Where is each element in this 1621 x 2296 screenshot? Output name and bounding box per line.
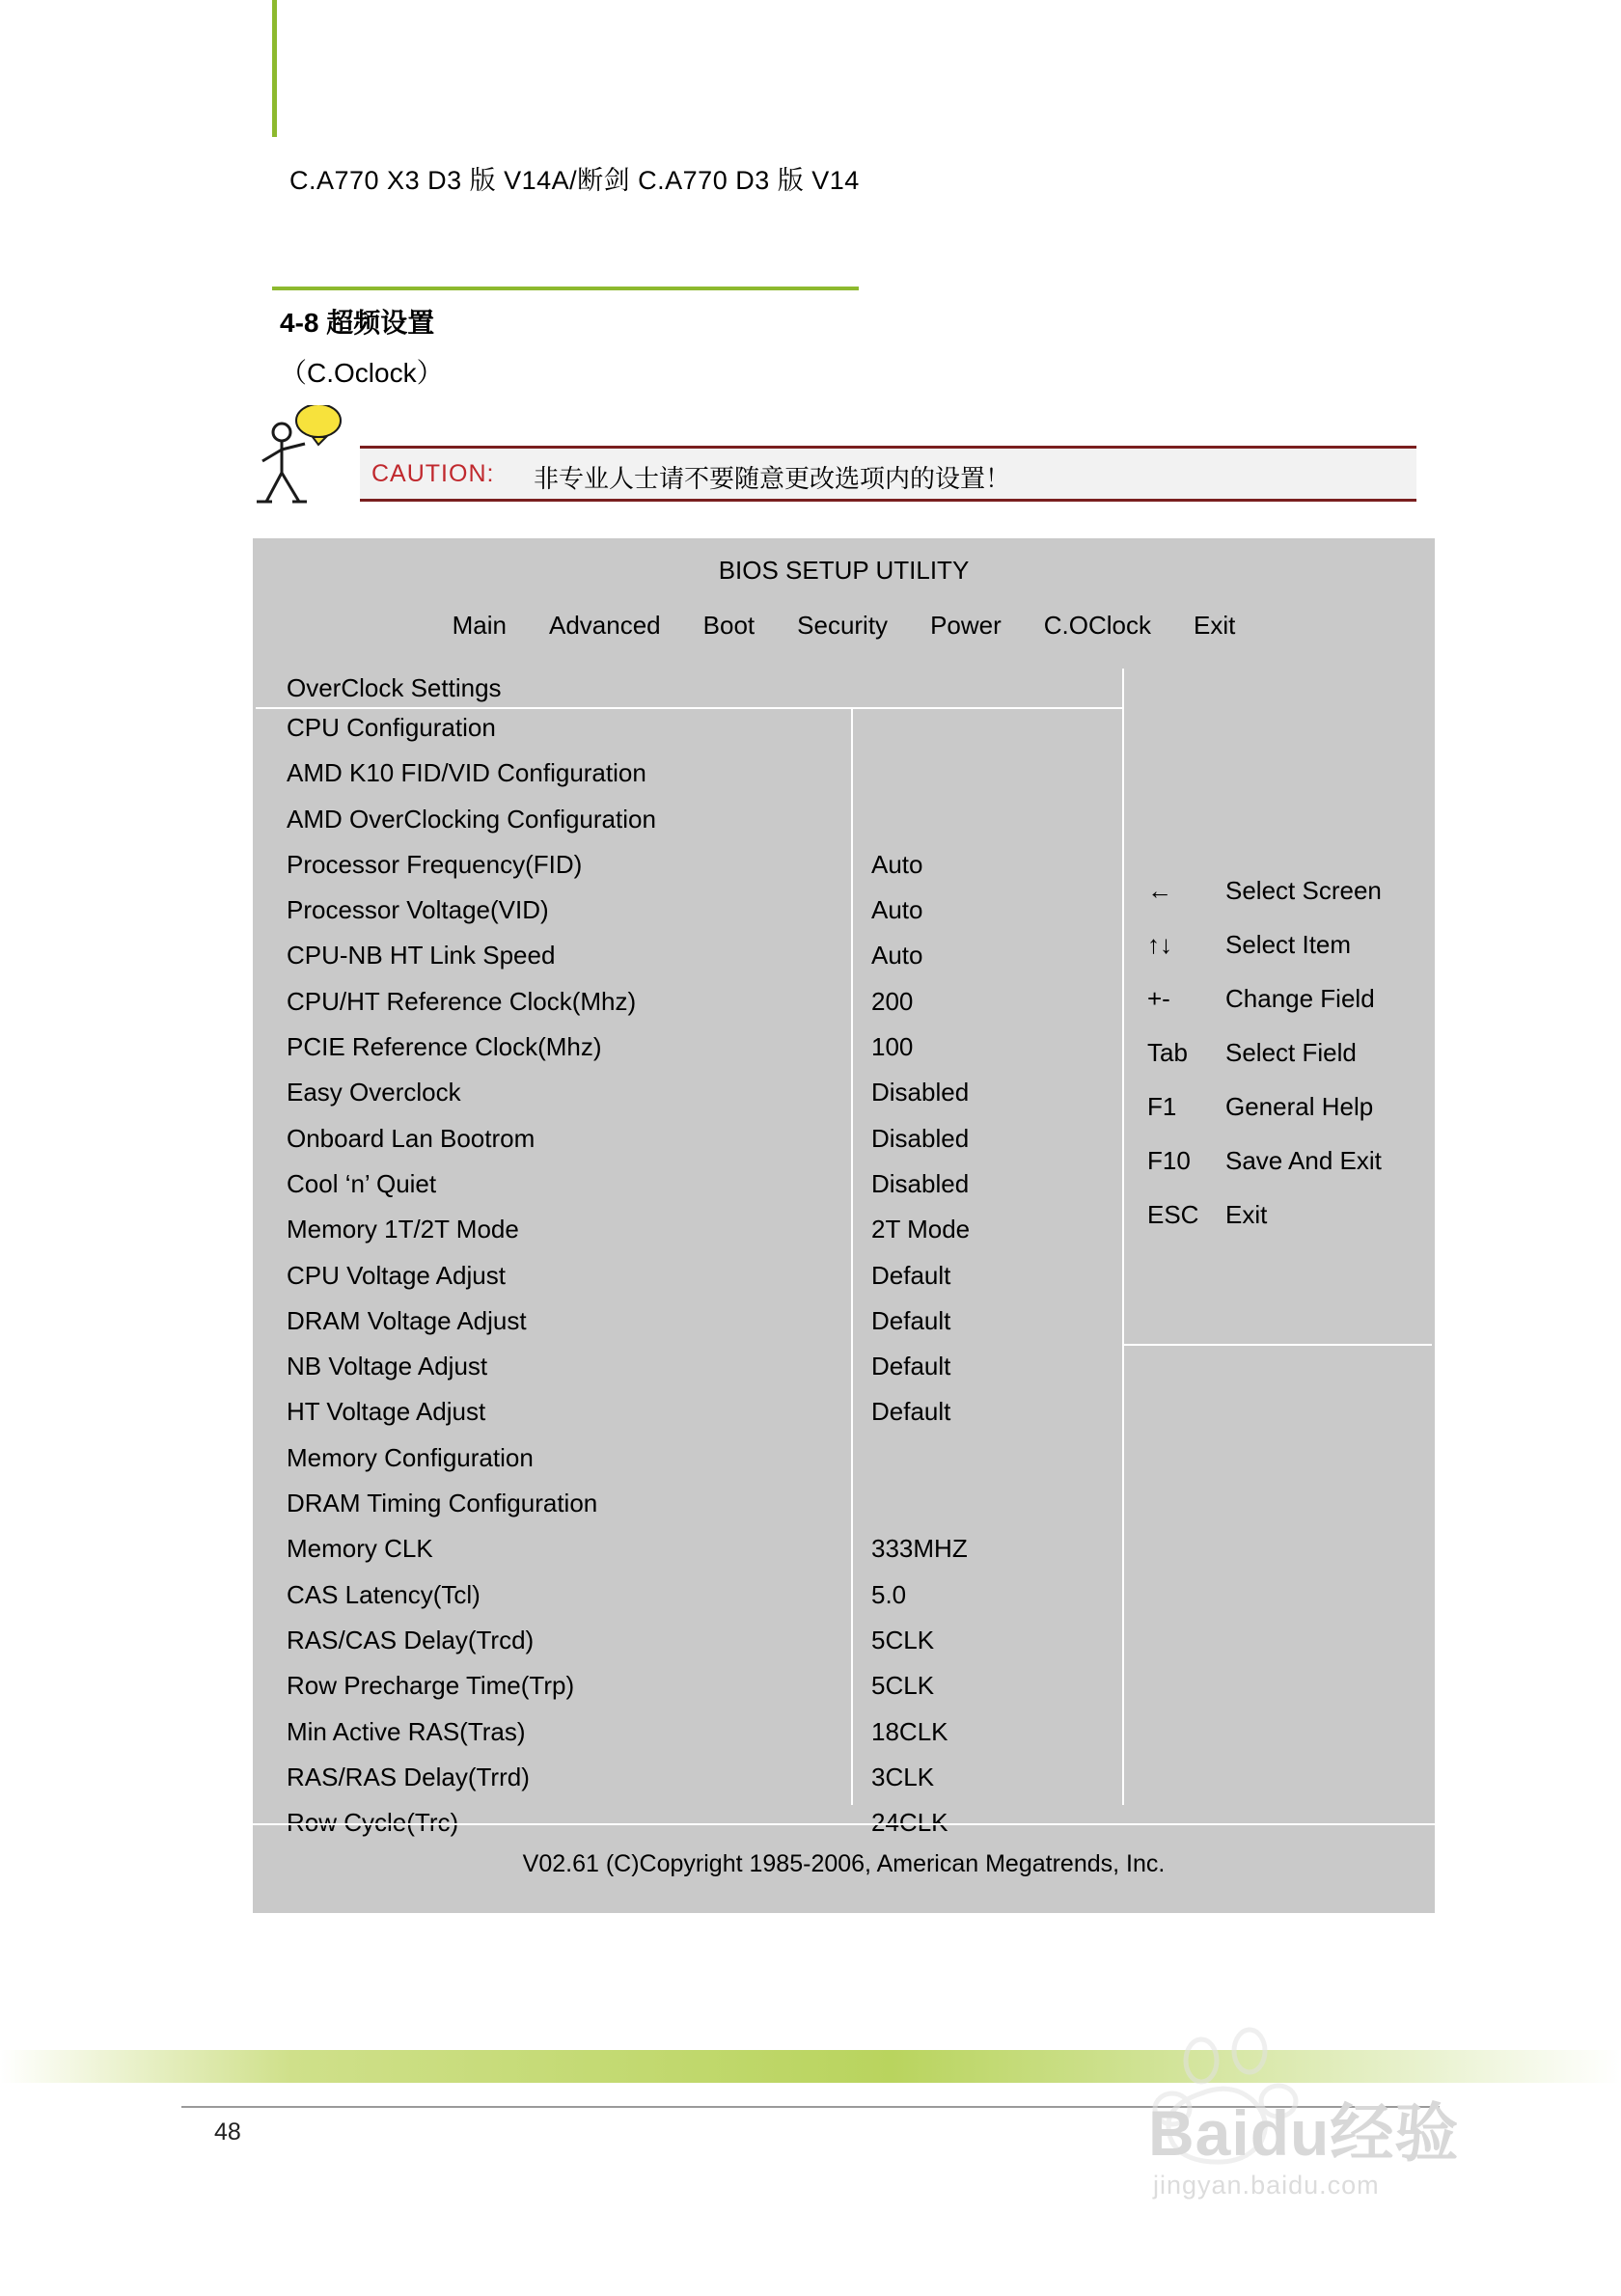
setting-value[interactable]: Default — [871, 1260, 951, 1290]
setting-label: RAS/CAS Delay(Trcd) — [287, 1625, 535, 1654]
tab-security[interactable]: Security — [797, 611, 889, 640]
table-row[interactable] — [256, 1530, 1122, 1575]
setting-value[interactable]: Default — [871, 1352, 951, 1381]
setting-label: CPU-NB HT Link Speed — [287, 941, 556, 970]
setting-value[interactable]: 200 — [871, 986, 914, 1016]
table-row[interactable] — [256, 754, 1122, 800]
legend-item — [1124, 1038, 1432, 1092]
bios-menu-bar[interactable] — [253, 611, 1435, 641]
legend-item — [1124, 1092, 1432, 1146]
caution-text: 非专业人士请不要随意更改选项内的设置！ — [534, 464, 1011, 493]
setting-label: HT Voltage Adjust — [287, 1397, 486, 1427]
setting-label: AMD K10 FID/VID Configuration — [287, 758, 646, 788]
setting-value[interactable]: Auto — [871, 941, 923, 970]
setting-label: Easy Overclock — [287, 1078, 461, 1107]
setting-label: CPU/HT Reference Clock(Mhz) — [287, 986, 637, 1016]
table-row[interactable] — [256, 1667, 1122, 1712]
setting-value[interactable]: Default — [871, 1305, 951, 1335]
setting-label: CAS Latency(Tcl) — [287, 1579, 481, 1609]
legend-key: F10 — [1147, 1146, 1191, 1175]
setting-label: Min Active RAS(Tras) — [287, 1716, 526, 1746]
setting-label: Row Precharge Time(Trp) — [287, 1671, 575, 1701]
setting-label: PCIE Reference Clock(Mhz) — [287, 1032, 602, 1062]
table-row[interactable] — [256, 1576, 1122, 1622]
bios-body — [253, 669, 1435, 1838]
tab-coclock[interactable]: C.OClock — [1043, 611, 1152, 640]
section-divider — [272, 287, 859, 290]
legend-key: ← — [1147, 876, 1172, 905]
table-row[interactable] — [256, 937, 1122, 982]
setting-value[interactable]: Disabled — [871, 1168, 970, 1198]
legend-item — [1124, 1200, 1432, 1254]
setting-label: NB Voltage Adjust — [287, 1352, 488, 1381]
tab-advanced[interactable]: Advanced — [548, 611, 661, 640]
setting-label: Onboard Lan Bootrom — [287, 1123, 536, 1153]
setting-label: Row Cycle(Trc) — [287, 1808, 459, 1838]
table-row[interactable] — [256, 1074, 1122, 1119]
table-row[interactable] — [256, 801, 1122, 846]
setting-label: Memory 1T/2T Mode — [287, 1215, 519, 1244]
setting-value[interactable]: 3CLK — [871, 1762, 935, 1791]
setting-label: Processor Voltage(VID) — [287, 895, 549, 925]
settings-section-heading-label: OverClock Settings — [287, 673, 502, 702]
setting-value[interactable]: Disabled — [871, 1123, 970, 1153]
setting-value[interactable]: Default — [871, 1397, 951, 1427]
setting-value[interactable]: Auto — [871, 849, 923, 879]
settings-section-heading — [256, 669, 1122, 709]
tab-power[interactable]: Power — [930, 611, 1002, 640]
setting-value[interactable]: Disabled — [871, 1078, 970, 1107]
setting-value[interactable]: 18CLK — [871, 1716, 948, 1746]
table-row[interactable] — [256, 846, 1122, 891]
bios-setup-screen — [253, 538, 1435, 1913]
setting-label: RAS/RAS Delay(Trrd) — [287, 1762, 530, 1791]
legend-key: ↑↓ — [1147, 930, 1172, 959]
table-row[interactable] — [256, 1165, 1122, 1211]
settings-rows — [256, 709, 1122, 1849]
setting-value[interactable]: 333MHZ — [871, 1534, 968, 1564]
watermark-text: Baidu经验 — [1148, 2097, 1460, 2169]
caution-label: CAUTION: — [371, 460, 495, 487]
legend-item — [1124, 876, 1432, 930]
table-row[interactable] — [256, 1120, 1122, 1165]
page-number: 48 — [214, 2118, 241, 2146]
table-row[interactable] — [256, 1211, 1122, 1256]
setting-label: DRAM Voltage Adjust — [287, 1305, 527, 1335]
table-row[interactable] — [256, 1759, 1122, 1804]
legend-desc: Select Field — [1225, 1038, 1357, 1067]
table-row[interactable] — [256, 891, 1122, 937]
setting-label: CPU Configuration — [287, 713, 496, 742]
bios-title: BIOS SETUP UTILITY — [718, 556, 970, 585]
setting-value[interactable]: 2T Mode — [871, 1215, 971, 1244]
settings-panel — [256, 669, 1124, 1838]
key-legend — [1124, 876, 1432, 1254]
setting-label: DRAM Timing Configuration — [287, 1489, 598, 1518]
legend-key: Tab — [1147, 1038, 1188, 1067]
setting-label: Memory Configuration — [287, 1442, 534, 1472]
legend-desc: Save And Exit — [1225, 1146, 1382, 1175]
page-header-title: C.A770 X3 D3 版 V14A/断剑 C.A770 D3 版 V14 — [289, 166, 860, 195]
table-row[interactable] — [256, 709, 1122, 754]
legend-key: ESC — [1147, 1200, 1199, 1229]
table-row[interactable] — [256, 1622, 1122, 1667]
section-subtitle: （C.Oclock） — [280, 358, 444, 388]
legend-desc: Select Screen — [1225, 876, 1382, 905]
table-row[interactable] — [256, 983, 1122, 1028]
tab-exit[interactable]: Exit — [1194, 611, 1236, 640]
legend-key: F1 — [1147, 1092, 1177, 1121]
setting-label: AMD OverClocking Configuration — [287, 804, 656, 834]
tab-boot[interactable]: Boot — [702, 611, 756, 640]
setting-label: Processor Frequency(FID) — [287, 849, 583, 879]
setting-value[interactable]: 5CLK — [871, 1671, 935, 1701]
table-row[interactable] — [256, 1485, 1122, 1530]
table-row[interactable] — [256, 1713, 1122, 1759]
mascot-idea-icon — [249, 405, 355, 511]
setting-value[interactable]: 5CLK — [871, 1625, 935, 1654]
watermark-subtext: jingyan.baidu.com — [1153, 2171, 1380, 2200]
table-row[interactable] — [256, 1028, 1122, 1074]
bios-footer — [253, 1823, 1435, 1913]
section-title: 4-8 超频设置 — [280, 308, 435, 338]
bios-copyright: V02.61 (C)Copyright 1985-2006, American Megatrends, Inc. — [522, 1850, 1166, 1877]
legend-item — [1124, 930, 1432, 984]
legend-item — [1124, 984, 1432, 1038]
help-panel — [1124, 669, 1432, 1805]
setting-label: CPU Voltage Adjust — [287, 1260, 506, 1290]
help-panel-divider — [1124, 1344, 1432, 1346]
legend-desc: Change Field — [1225, 984, 1375, 1013]
table-row[interactable] — [256, 1348, 1122, 1393]
setting-value[interactable]: 5.0 — [871, 1579, 907, 1609]
legend-desc: Select Item — [1225, 930, 1352, 959]
table-row[interactable] — [256, 1257, 1122, 1302]
legend-desc: Exit — [1225, 1200, 1268, 1229]
legend-item — [1124, 1146, 1432, 1200]
table-row[interactable] — [256, 1393, 1122, 1438]
legend-key: +- — [1147, 984, 1170, 1013]
setting-value[interactable]: 24CLK — [871, 1808, 948, 1838]
setting-label: Cool ‘n’ Quiet — [287, 1168, 437, 1198]
tab-main[interactable]: Main — [452, 611, 507, 640]
setting-label: Memory CLK — [287, 1534, 433, 1564]
setting-value[interactable]: Auto — [871, 895, 923, 925]
page-accent-bar — [272, 0, 277, 137]
table-row[interactable] — [256, 1439, 1122, 1485]
setting-value[interactable]: 100 — [871, 1032, 914, 1062]
table-row[interactable] — [256, 1302, 1122, 1348]
legend-desc: General Help — [1225, 1092, 1374, 1121]
